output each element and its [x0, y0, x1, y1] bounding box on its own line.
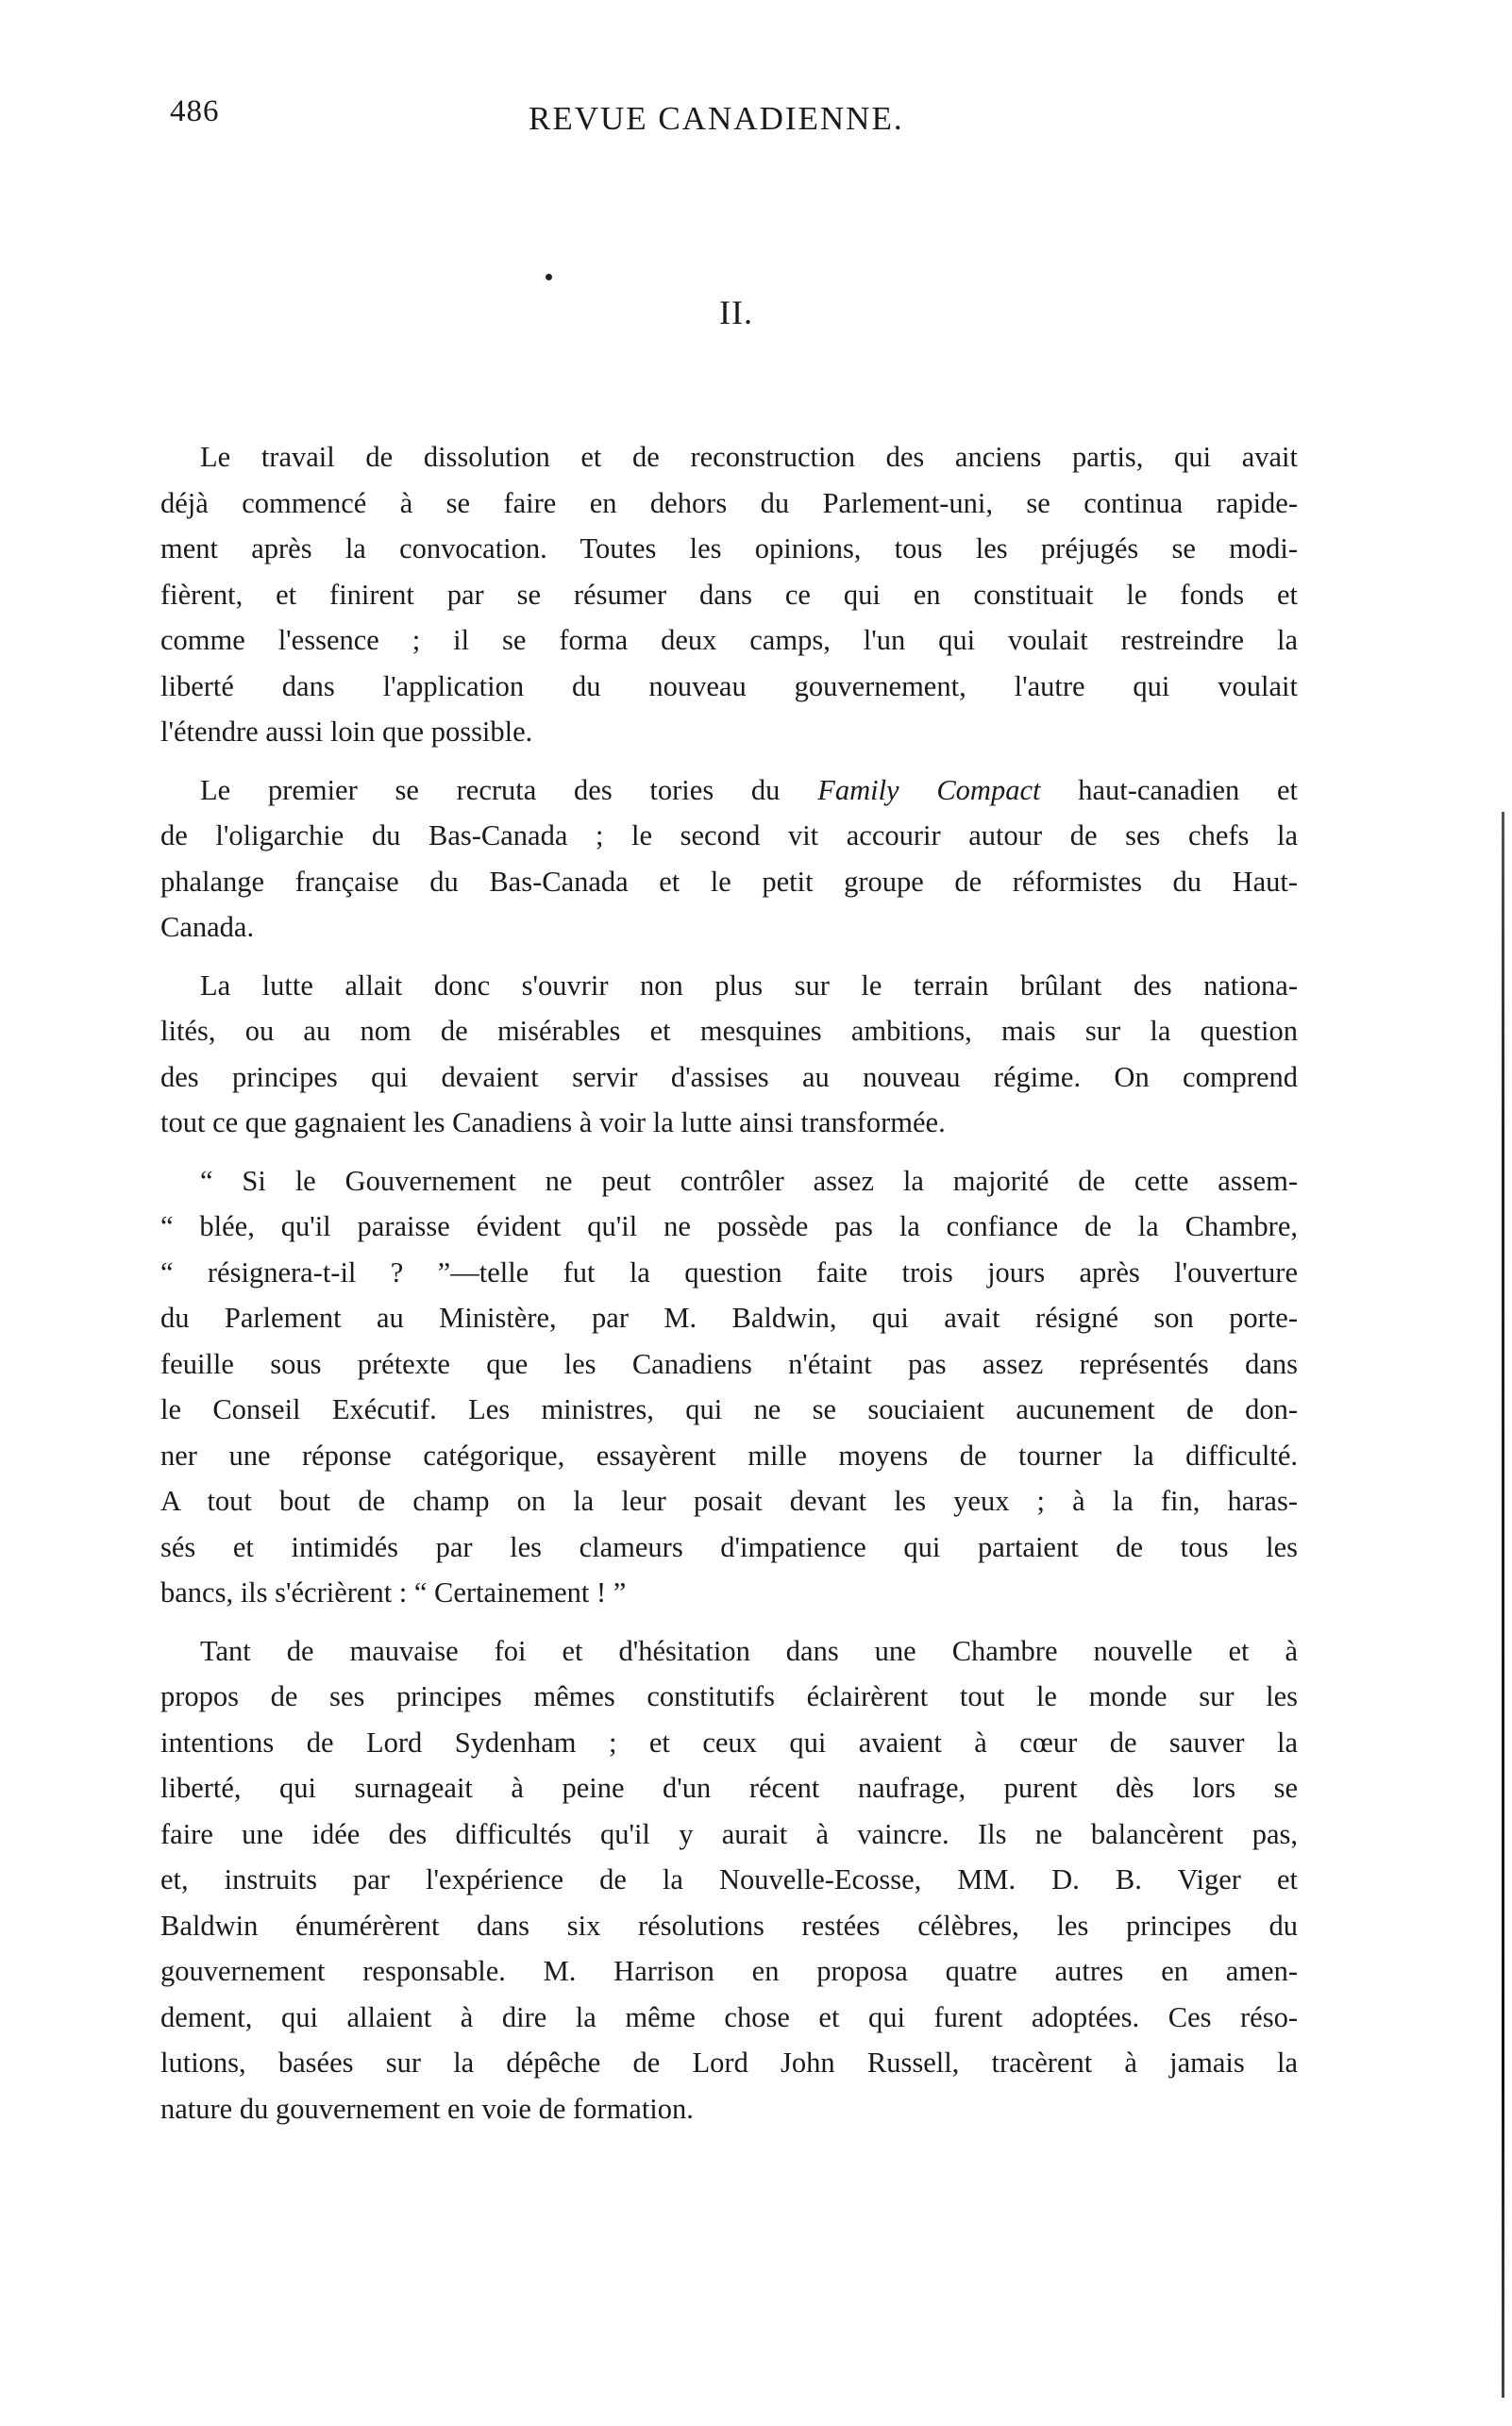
paragraph-2 [160, 767, 1298, 951]
text-line: Canada. [160, 911, 255, 943]
text-line: nature du gouvernement en voie de formation. [160, 2092, 694, 2125]
text-line: Le travail de dissolution et de reconstruction des anciens partis, qui avait [200, 441, 1298, 473]
text-line: fièrent, et finirent par se résumer dans ce qui en constituait le fonds et [160, 578, 1298, 611]
paragraph-5 [160, 1628, 1298, 2132]
text-line: et, instruits par l'expérience de la Nouvelle-Ecosse, MM. D. B. Viger et [160, 1863, 1298, 1895]
text-line: liberté dans l'application du nouveau gouvernement, l'autre qui voulait [160, 669, 1298, 702]
text-line: faire une idée des difficultés qu'il y aurait à vaincre. Ils ne balancèrent pas, [160, 1817, 1298, 1850]
running-title: REVUE CANADIENNE. [529, 100, 904, 137]
text-line: dement, qui allaient à dire la même chose et qui furent adoptées. Ces réso- [160, 2000, 1298, 2033]
text-line: l'étendre aussi loin que possible. [160, 716, 533, 748]
text-line: ner une réponse catégorique, essayèrent mille moyens de tourner la difficulté. [160, 1439, 1298, 1472]
text-line: Baldwin énumérèrent dans six résolutions restées célèbres, les principes du [160, 1909, 1298, 1942]
text-line: du Parlement au Ministère, par M. Baldwin, qui avait résigné son porte- [160, 1302, 1298, 1334]
paragraph-3 [160, 963, 1298, 1146]
section-numeral: II. [719, 294, 753, 331]
page-edge-line [1502, 812, 1504, 2398]
text-line [160, 767, 1298, 814]
text-line: de l'oligarchie du Bas-Canada ; le second vit accourir autour de ses chefs la [160, 819, 1298, 851]
page-number: 486 [170, 94, 220, 128]
text-segment: haut-canadien et [1078, 773, 1298, 806]
text-line: lutions, basées sur la dépêche de Lord John Russell, tracèrent à jamais la [160, 2047, 1298, 2079]
text-line: tout ce que gagnaient les Canadiens à voir la lutte ainsi transformée. [160, 1106, 946, 1138]
italic-term: Family Compact [817, 773, 1041, 806]
text-line: le Conseil Exécutif. Les ministres, qui ne se souciaient aucunement de don- [160, 1393, 1298, 1425]
text-line: “ résignera-t-il ? ”—telle fut la question faite trois jours après l'ouverture [160, 1255, 1298, 1289]
text-line: phalange française du Bas-Canada et le petit groupe de réformistes du Haut- [160, 865, 1298, 898]
text-line: comme l'essence ; il se forma deux camps, l'un qui voulait restreindre la [160, 624, 1298, 656]
text-line: gouvernement responsable. M. Harrison en proposa quatre autres en amen- [160, 1955, 1298, 1987]
text-line: “ blée, qu'il paraisse évident qu'il ne possède pas la confiance de la Chambre, [160, 1210, 1298, 1242]
text-line: bancs, ils s'écrièrent : “ Certainement ! ” [160, 1576, 627, 1609]
text-line: sés et intimidés par les clameurs d'impatience qui partaient de tous les [160, 1530, 1298, 1563]
stray-mark [546, 274, 552, 280]
text-line: des principes qui devaient servir d'assises au nouveau régime. On comprend [160, 1060, 1298, 1093]
text-line: déjà commencé à se faire en dehors du Parlement-uni, se continua rapide- [160, 486, 1298, 519]
text-line: A tout bout de champ on la leur posait devant les yeux ; à la fin, haras- [160, 1485, 1298, 1517]
paragraph-4 [160, 1158, 1298, 1616]
text-line: feuille sous prétexte que les Canadiens n'étaint pas assez représentés dans [160, 1347, 1298, 1380]
text-line: propos de ses principes mêmes constitutifs éclairèrent tout le monde sur les [160, 1680, 1298, 1712]
text-line: Tant de mauvaise foi et d'hésitation dans une Chambre nouvelle et à [200, 1634, 1298, 1667]
text-line: “ Si le Gouvernement ne peut contrôler assez la majorité de cette assem- [200, 1164, 1298, 1197]
text-line: lités, ou au nom de misérables et mesquines ambitions, mais sur la question [160, 1015, 1298, 1047]
text-line: La lutte allait donc s'ouvrir non plus sur le terrain brûlant des nationa- [200, 969, 1298, 1002]
body-text [160, 434, 1298, 2144]
text-line: intentions de Lord Sydenham ; et ceux qui avaient à cœur de sauver la [160, 1726, 1298, 1759]
text-line: ment après la convocation. Toutes les opinions, tous les préjugés se modi- [160, 532, 1298, 564]
page-header [170, 94, 1302, 151]
text-line: liberté, qui surnageait à peine d'un récent naufrage, purent dès lors se [160, 1772, 1298, 1804]
text-segment: Le premier se recruta des tories du [200, 773, 781, 806]
paragraph-1 [160, 434, 1298, 755]
